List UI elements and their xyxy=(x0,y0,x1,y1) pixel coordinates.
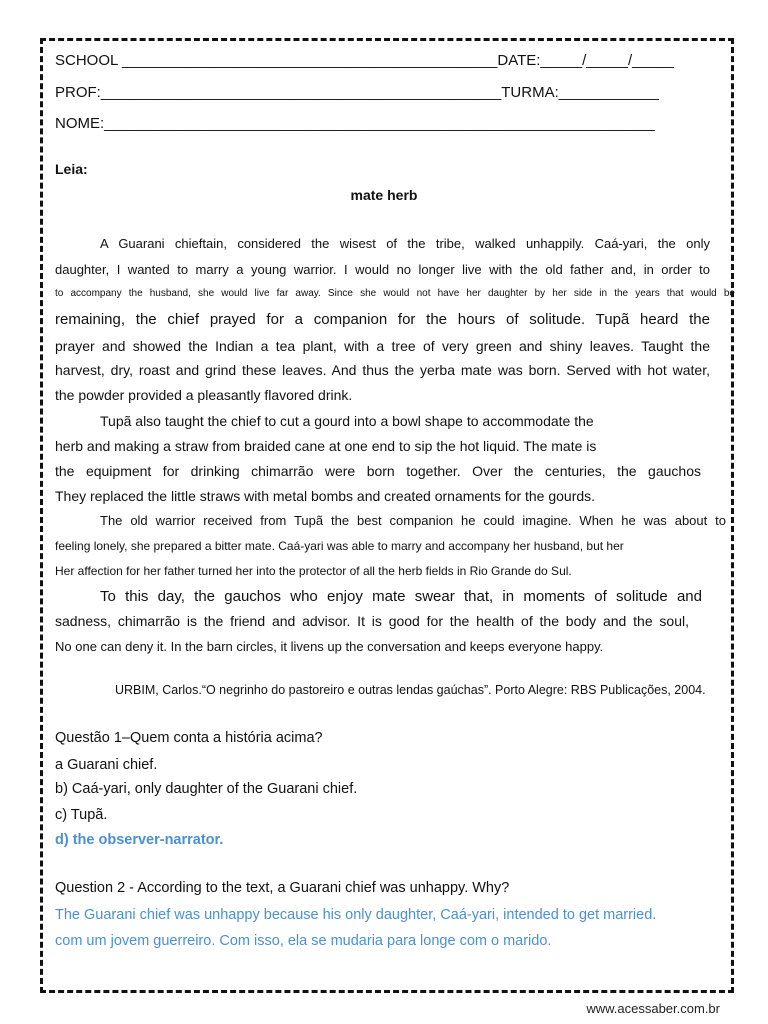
question-1-option-a: a Guarani chief. xyxy=(55,757,158,773)
text-line: Tupã also taught the chief to cut a gourd into a bowl shape to accommodate the xyxy=(100,413,594,429)
text-line: To this day, the gauchos who enjoy mate swear that, in moments of solitude and xyxy=(100,588,702,605)
question-1-option-d-answer: d) the observer-narrator. xyxy=(55,832,224,848)
nome-line: NOME:__________________________________________________________________ xyxy=(55,115,655,132)
text-line: sadness, chimarrão is the friend and advisor. It is good for the health of the body and the soul, xyxy=(55,613,689,629)
text-title: mate herb xyxy=(350,187,418,203)
text-line: remaining, the chief prayed for a companion for the hours of solitude. Tupã heard the xyxy=(55,311,710,328)
citation: URBIM, Carlos.“O negrinho do pastoreiro e outras lendas gaúchas”. Porto Alegre: RBS Publicações, 2004. xyxy=(115,683,706,697)
leia-label: Leia: xyxy=(55,161,88,177)
text-line: Her affection for her father turned her into the protector of all the herb fields in Rio Grande do Sul. xyxy=(55,564,572,578)
text-line: A Guarani chieftain, considered the wisest of the tribe, walked unhappily. Caá-yari, the only xyxy=(100,236,710,251)
text-line: herb and making a straw from braided cane at one end to sip the hot liquid. The mate is xyxy=(55,438,597,454)
question-2-prompt: Question 2 - According to the text, a Guarani chief was unhappy. Why? xyxy=(55,880,510,896)
question-2-answer-line: The Guarani chief was unhappy because his only daughter, Caá-yari, intended to get married. xyxy=(55,907,657,923)
school-date-line: SCHOOL _____________________________________________DATE:_____/_____/_____ xyxy=(55,52,674,69)
text-line: harvest, dry, roast and grind these leaves. And thus the yerba mate was born. Served with hot water, xyxy=(55,362,710,378)
text-line: The old warrior received from Tupã the best companion he could imagine. When he was about to xyxy=(100,513,726,528)
text-line: to accompany the husband, she would live far away. Since she would not have her daughter by her side in the years that would be xyxy=(55,288,735,299)
question-2-answer-line: com um jovem guerreiro. Com isso, ela se mudaria para longe com o marido. xyxy=(55,933,552,949)
question-1-option-b: b) Caá-yari, only daughter of the Guarani chief. xyxy=(55,781,358,797)
text-line: No one can deny it. In the barn circles, it livens up the conversation and keeps everyone happy. xyxy=(55,639,604,654)
text-line: They replaced the little straws with metal bombs and created ornaments for the gourds. xyxy=(55,488,596,504)
text-line: the equipment for drinking chimarrão were born together. Over the centuries, the gauchos xyxy=(55,463,701,479)
text-line: daughter, I wanted to marry a young warrior. I would no longer live with the old father and, in order to xyxy=(55,262,710,277)
question-1-prompt: Questão 1–Quem conta a história acima? xyxy=(55,730,323,746)
question-1-option-c: c) Tupã. xyxy=(55,807,108,823)
footer-website: www.acessaber.com.br xyxy=(586,1001,720,1016)
prof-turma-line: PROF:________________________________________________TURMA:____________ xyxy=(55,84,659,101)
text-line: feeling lonely, she prepared a bitter mate. Caá-yari was able to marry and accompany her husband, but her xyxy=(55,539,624,553)
text-line: the powder provided a pleasantly flavored drink. xyxy=(55,387,353,403)
text-line: prayer and showed the Indian a tea plant, with a tree of very green and shiny leaves. Taught the xyxy=(55,338,710,354)
